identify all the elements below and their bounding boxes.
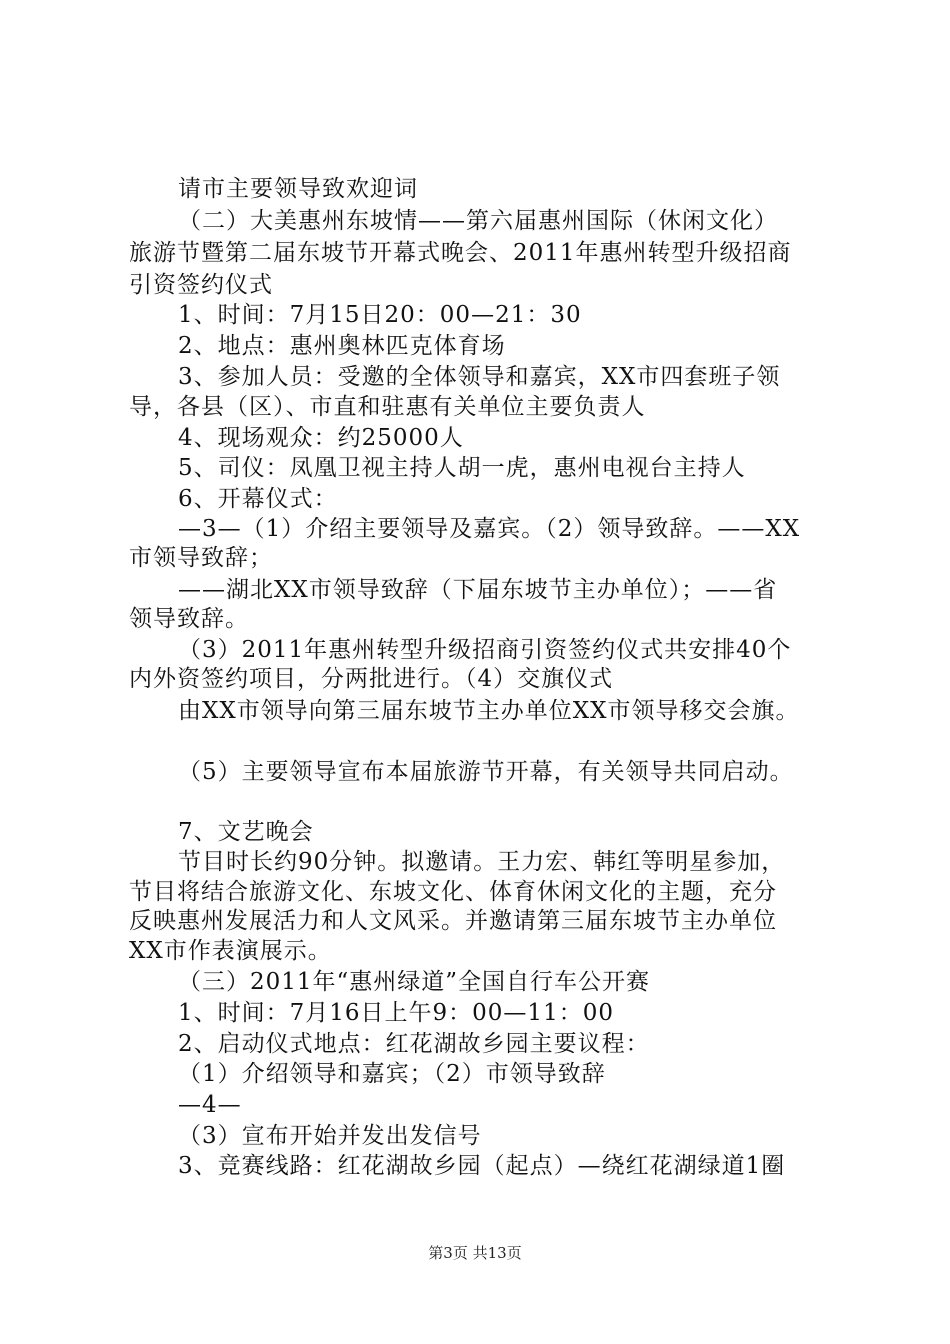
text-line: 1、时间：7月16日上午9：00—11：00 — [178, 1000, 614, 1026]
text-line: 内外资签约项目，分两批进行。（4）交旗仪式 — [129, 666, 614, 692]
text-line: 引资签约仪式 — [129, 272, 273, 298]
text-line: 3、竞赛线路：红花湖故乡园（起点）—绕红花湖绿道1圈 — [178, 1153, 786, 1179]
text-line: 2、启动仪式地点：红花湖故乡园主要议程： — [178, 1031, 650, 1057]
text-line: 导，各县（区）、市直和驻惠有关单位主要负责人 — [129, 394, 646, 420]
text-line: 由XX市领导向第三届东坡节主办单位XX市领导移交会旗。 — [178, 698, 800, 724]
text-line: 3、参加人员：受邀的全体领导和嘉宾，XX市四套班子领 — [178, 364, 781, 390]
text-line: （二）大美惠州东坡情——第六届惠州国际（休闲文化） — [178, 208, 778, 234]
text-line: 2、地点：惠州奥林匹克体育场 — [178, 333, 506, 359]
text-line: ——湖北XX市领导致辞（下届东坡节主办单位）；——省 — [178, 577, 778, 603]
text-line: （3）2011年惠州转型升级招商引资签约仪式共安排40个 — [178, 637, 792, 663]
text-line: 领导致辞。 — [129, 606, 249, 632]
text-line: —3—（1）介绍主要领导及嘉宾。（2）领导致辞。——XX — [178, 516, 801, 542]
text-line: XX市作表演展示。 — [129, 938, 332, 964]
text-line: 旅游节暨第二届东坡节开幕式晚会、2011年惠州转型升级招商 — [129, 240, 792, 266]
text-line: 4、现场观众：约25000人 — [178, 425, 464, 451]
text-line: （1）介绍领导和嘉宾；（2）市领导致辞 — [178, 1061, 606, 1087]
text-line: 7、文艺晚会 — [178, 819, 314, 845]
text-line: 请市主要领导致欢迎词 — [178, 176, 418, 202]
text-line: 1、时间：7月15日20：00—21：30 — [178, 302, 582, 328]
text-line: 节目将结合旅游文化、东坡文化、体育休闲文化的主题，充分 — [129, 879, 777, 905]
text-line: 市领导致辞； — [129, 545, 273, 571]
text-line: 6、开幕仪式： — [178, 486, 338, 512]
page-marker: —4— — [178, 1092, 242, 1118]
text-line: （3）宣布开始并发出发信号 — [178, 1123, 482, 1149]
text-line: 节目时长约90分钟。拟邀请。王力宏、韩红等明星参加， — [178, 849, 786, 875]
page-footer: 第3页 共13页 — [428, 1244, 522, 1262]
text-line: （三）2011年“惠州绿道”全国自行车公开赛 — [178, 969, 651, 995]
text-line: 反映惠州发展活力和人文风采。并邀请第三届东坡节主办单位 — [129, 908, 777, 934]
text-line: （5）主要领导宣布本届旅游节开幕，有关领导共同启动。 — [178, 759, 794, 785]
text-line: 5、司仪：凤凰卫视主持人胡一虎，惠州电视台主持人 — [178, 455, 746, 481]
